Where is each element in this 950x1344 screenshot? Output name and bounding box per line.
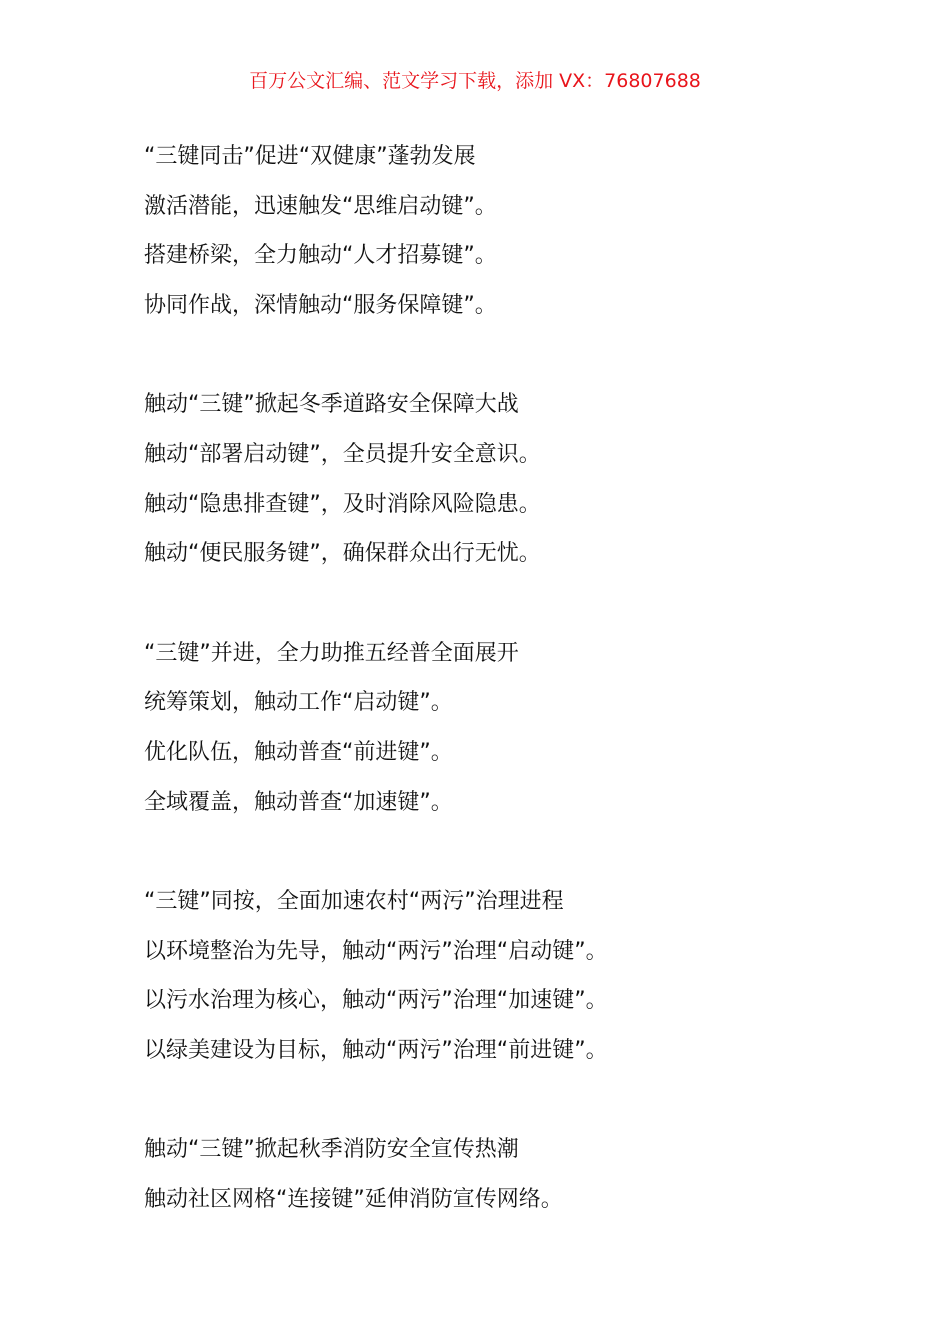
paragraph-line: 以污水治理为核心，触动“两污”治理“加速键”。 [144, 988, 608, 1014]
section-1 [144, 132, 864, 331]
paragraph-line: 触动“隐患排查键”，及时消除风险隐患。 [144, 491, 541, 517]
paragraph-line: 触动“部署启动键”，全员提升安全意识。 [144, 442, 541, 468]
section-5 [144, 1125, 864, 1224]
section-title: “三键”并进，全力助推五经普全面展开 [144, 640, 519, 666]
section-3 [144, 629, 864, 828]
paragraph-line: 激活潜能，迅速触发“思维启动键”。 [144, 193, 497, 219]
section-title: “三键”同按，全面加速农村“两污”治理进程 [144, 889, 564, 915]
paragraph-line: 以环境整治为先导，触动“两污”治理“启动键”。 [144, 938, 608, 964]
paragraph-line: 以绿美建设为目标，触动“两污”治理“前进键”。 [144, 1038, 608, 1064]
section-title: 触动“三键”掀起秋季消防安全宣传热潮 [144, 1137, 519, 1163]
paragraph-line: 触动社区网格“连接键”延伸消防宣传网络。 [144, 1187, 563, 1213]
paragraph-line: 协同作战，深情触动“服务保障键”。 [144, 293, 497, 319]
paragraph-line: 优化队伍，触动普查“前进键”。 [144, 740, 453, 766]
header-banner: 百万公文汇编、范文学习下载，添加 VX：76807688 [249, 70, 701, 92]
section-4 [144, 877, 864, 1076]
paragraph-line: 搭建桥梁，全力触动“人才招募键”。 [144, 243, 497, 269]
section-title: 触动“三键”掀起冬季道路安全保障大战 [144, 392, 519, 418]
paragraph-line: 触动“便民服务键”，确保群众出行无忧。 [144, 541, 541, 567]
paragraph-line: 统筹策划，触动工作“启动键”。 [144, 690, 453, 716]
section-2 [144, 380, 864, 579]
document-body [144, 132, 864, 1274]
section-title: “三键同击”促进“双健康”蓬勃发展 [144, 144, 476, 169]
paragraph-line: 全域覆盖，触动普查“加速键”。 [144, 789, 453, 815]
